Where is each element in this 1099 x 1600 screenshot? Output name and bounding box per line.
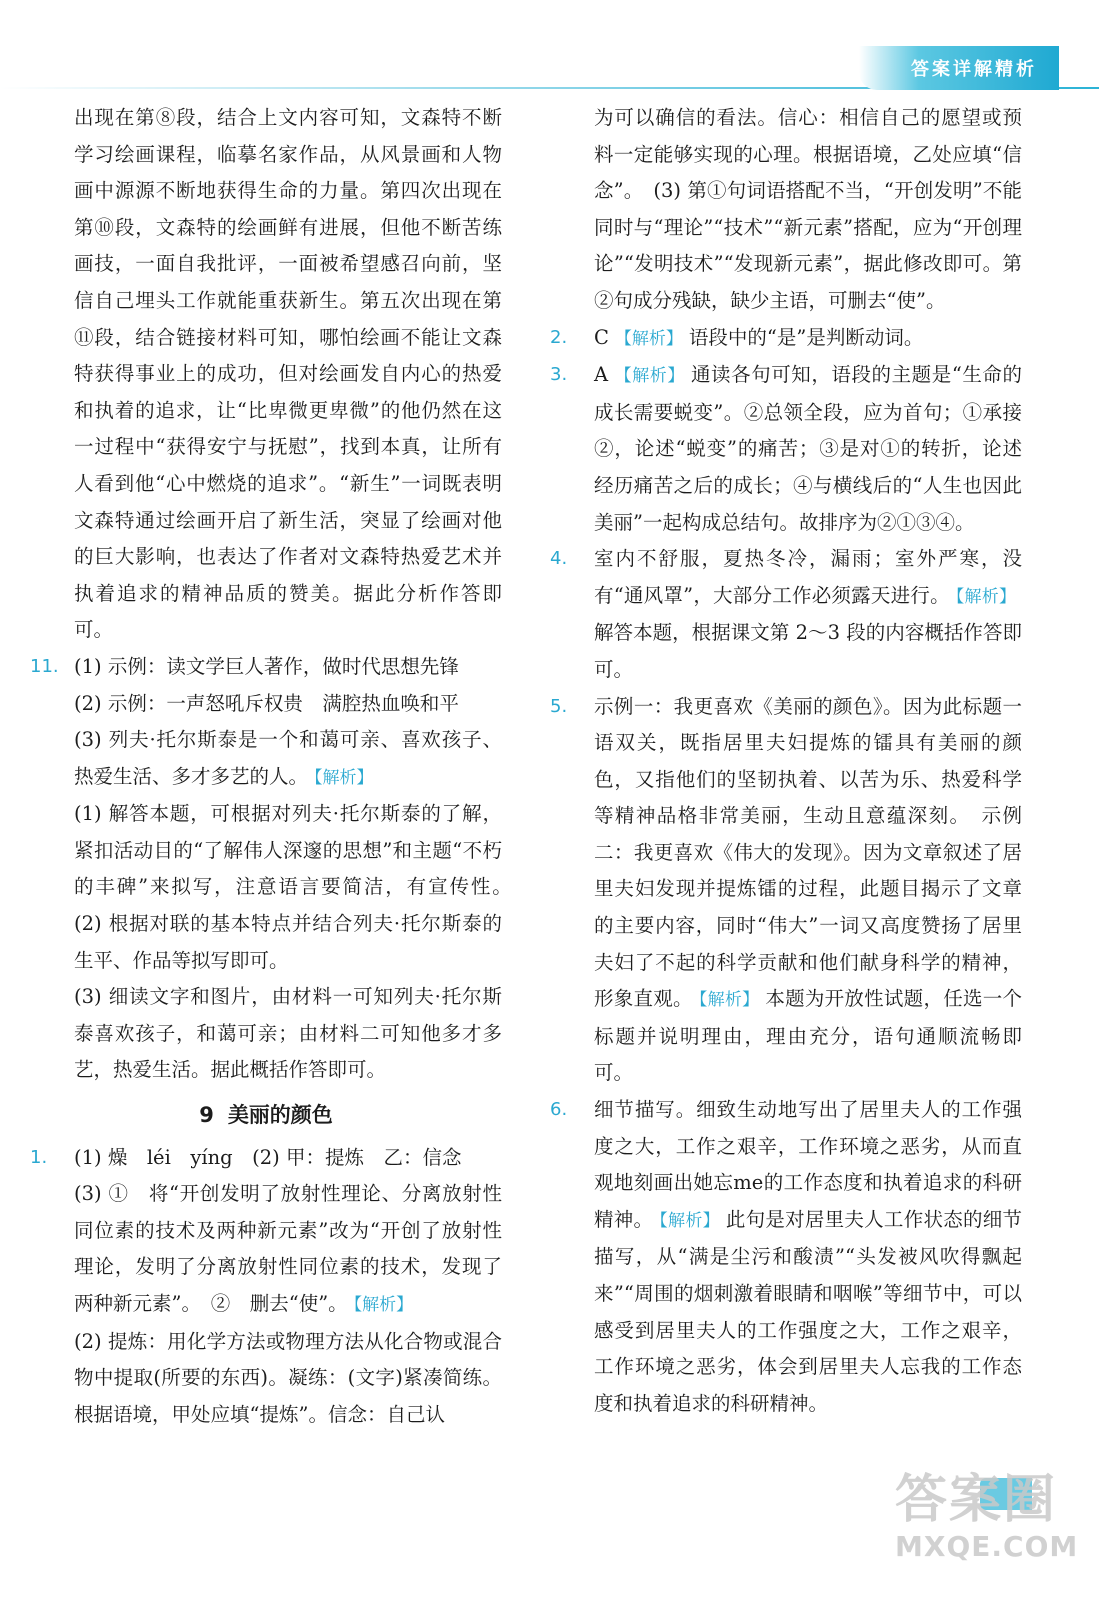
question-5 <box>550 689 1022 1093</box>
explanation: 此句是对居里夫人工作状态的细节描写，从“满是尘污和酸渍”“头发被风吹得飘起来”“周围的烟刺激着眼睛和咽喉”等细节中，可以感受到居里夫人的工作强度之大，工作之艰辛，工作环境之恶劣，体会到居里夫人忘我的工作态度和执着追求的科研精神。 <box>594 1207 1022 1415</box>
answer-part-3-text: (3) 列夫·托尔斯泰是一个和蔼可亲、喜欢孩子、热爱生活、多才多艺的人。 <box>74 728 502 788</box>
answer: 室内不舒服，夏热冬冷，漏雨；室外严寒，没有“通风罩”，大部分工作必须露天进行。 <box>594 547 1022 607</box>
question-4 <box>550 541 1022 688</box>
explanation: 通读各句可知，语段的主题是“生命的成长需要蜕变”。②总领全段，应为首句；①承接②，论述“蜕变”的痛苦；③是对①的转折，论述经历痛苦之后的成长；④与横线后的“人生也因此美丽”一起构成总结句。故排序为②①③④。 <box>594 363 1022 534</box>
analysis-tag: 【解析】 <box>955 586 1016 607</box>
answer: A <box>594 363 609 387</box>
analysis-tag: 【解析】 <box>698 990 760 1011</box>
explanation: 解答本题，根据课文第 2～3 段的内容概括作答即可。 <box>594 621 1022 681</box>
question-1 <box>30 1140 502 1177</box>
answer-part-1: (1) 燥 léi yíng (2) 甲：提炼 乙：信念 <box>74 1145 462 1169</box>
explanation: 语段中的“是”是判断动词。 <box>688 325 924 349</box>
section-name: 美丽的颜色 <box>227 1103 333 1128</box>
answer-part-1: (1) 示例：读文学巨人著作，做时代思想先锋 <box>74 654 459 678</box>
answer-part-3 <box>30 1176 502 1323</box>
watermark-logo-text: 答案圈 <box>895 1470 1058 1530</box>
section-title <box>30 1097 502 1134</box>
question-2 <box>550 320 1022 358</box>
explanation-part-3: (3) 细读文字和图片，由材料一可知列夫·托尔斯泰喜欢孩子，和蔼可亲；由材料二可知他多才多艺，热爱生活。据此概括作答即可。 <box>74 985 502 1082</box>
continued-explanation: 出现在第⑧段，结合上文内容可知，文森特不断学习绘画课程，临摹名家作品，从风景画和人物画中源源不断地获得生命的力量。第四次出现在第⑩段，文森特的绘画鲜有进展，但他不断苦练画技，一面自我批评，一面被希望感召向前，坚信自己埋头工作就能重获新生。第五次出现在第⑪段，结合链接材料可知，哪怕绘画不能让文森特获得事业上的成功，但对绘画发自内心的热爱和执着的追求，让“比卑微更卑微”的他仍然在这一过程中“获得安宁与抚慰”，找到本真，让所有人看到他“心中燃烧的追求”。“新生”一词既表明文森特通过绘画开启了新生活，突显了绘画对他的巨大影响，也表达了作者对文森特热爱艺术并执着追求的精神品质的赞美。据此分析作答即可。 <box>74 106 502 642</box>
analysis-tag: 【解析】 <box>614 328 683 349</box>
header-banner <box>859 46 1059 90</box>
analysis-tag: 【解析】 <box>614 366 685 387</box>
answer: C <box>594 325 609 349</box>
explanation: (2) 提炼：用化学方法或物理方法从化合物或混合物中提取(所要的东西)。凝练：(文字)紧凑简练。根据语境，甲处应填“提炼”。信念：自己认 <box>74 1329 502 1426</box>
question-6 <box>550 1092 1022 1422</box>
answer: 示例一：我更喜欢《美丽的颜色》。因为此标题一语双关，既指居里夫妇提炼的镭具有美丽的颜色，又指他们的坚韧执着、以苦为乐、热爱科学等精神品格非常美丽，生动且意蕴深刻。 示例二：我更喜欢《伟大的发现》。因为文章叙述了居里夫妇发现并提炼镭的过程，此题目揭示了文章的主要内容，同时“伟大”一词又高度赞扬了居里夫妇了不起的科学贡献和他们献身科学的精神，形象直观。 <box>594 694 1022 1011</box>
answer-part-3 <box>30 722 502 796</box>
question-number: 3. <box>550 364 568 386</box>
header-banner-text: 答案详解精析 <box>911 59 1037 80</box>
question-3 <box>550 357 1022 541</box>
explanation-part-1: (1) 解答本题，可根据对列夫·托尔斯泰的了解，紧扣活动目的“了解伟人深邃的思想”和主题“不朽的丰碑”来拟写，注意语言要简洁，有宣传性。 (2) 根据对联的基本特点并结合列夫·托尔斯泰的生平、作品等拟写即可。 <box>74 802 522 972</box>
continued-explanation: 为可以确信的看法。信心：相信自己的愿望或预料一定能够实现的心理。根据语境，乙处应填“信念”。 (3) 第①句词语搭配不当，“开创发明”不能同时与“理论”“技术”“新元素”搭配，应为“开创理论”“发明技术”“发现新元素”，据此修改即可。第②句成分残缺，缺少主语，可删去“使”。 <box>594 106 1022 312</box>
answer-part-3-text: (3) ① 将“开创发明了放射性理论、分离放射性同位素的技术及两种新元素”改为“开创了放射性理论，发明了分离放射性同位素的技术，发现了两种新元素”。 ② 删去“使”。 <box>74 1182 502 1315</box>
question-number: 4. <box>550 548 568 570</box>
analysis-tag: 【解析】 <box>659 1210 720 1231</box>
section-number: 9 <box>199 1103 214 1128</box>
question-number: 1. <box>30 1146 48 1168</box>
answer-part-2: (2) 示例：一声怒吼斥权贵 满腔热血唤和平 <box>74 691 459 715</box>
question-number: 2. <box>550 326 568 348</box>
watermark-url: MXQE.COM <box>895 1530 1079 1563</box>
question-number: 5. <box>550 695 568 717</box>
question-number: 6. <box>550 1099 568 1121</box>
right-column <box>550 100 1022 1422</box>
answer: 细节描写。细致生动地写出了居里夫人的工作强度之大，工作之艰辛，工作环境之恶劣，从而直观地刻画出她忘me的工作态度和执着追求的科研精神。 <box>594 1098 1022 1231</box>
page-number-tab <box>980 1478 1032 1510</box>
analysis-tag: 【解析】 <box>314 767 374 788</box>
question-number: 11. <box>30 655 59 677</box>
question-11 <box>30 649 502 686</box>
left-column <box>30 100 522 1433</box>
explanation: 本题为开放性试题，任选一个标题并说明理由，理由充分，语句通顺流畅即可。 <box>594 987 1022 1085</box>
analysis-tag: 【解析】 <box>353 1295 414 1315</box>
